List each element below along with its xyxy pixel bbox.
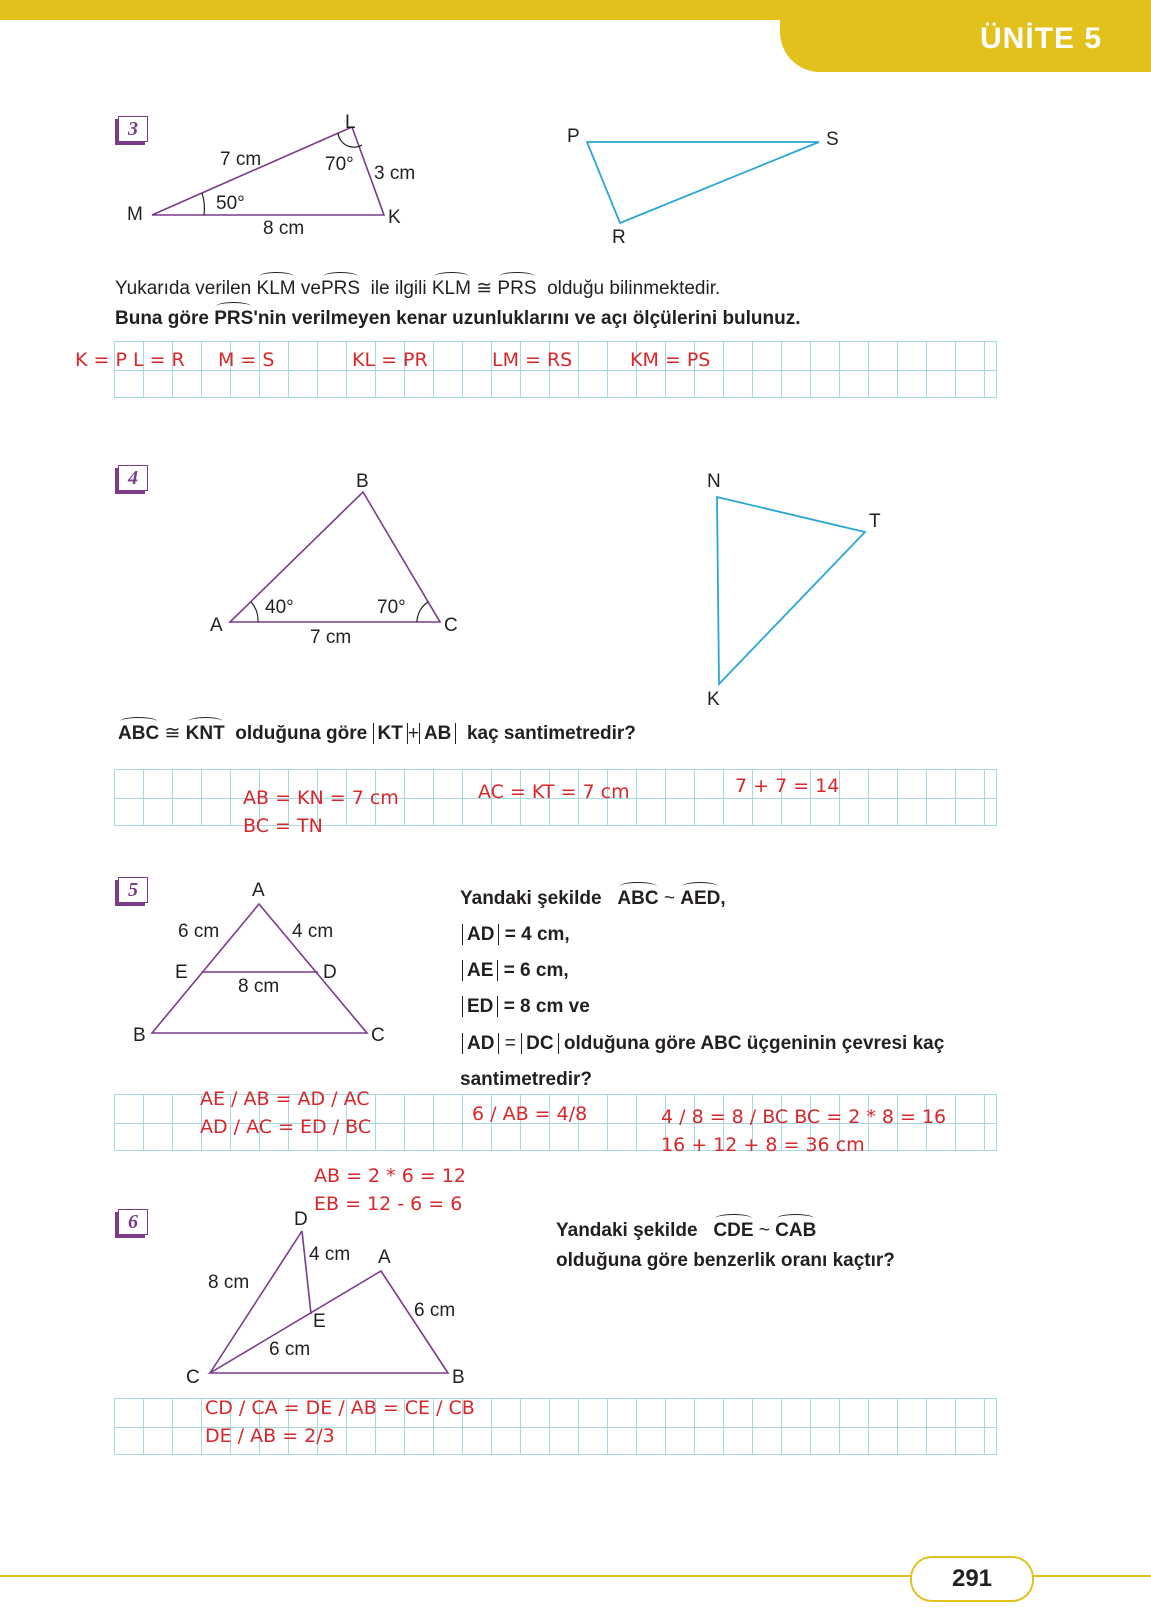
q5-answer-2: AD / AC = ED / BC bbox=[200, 1116, 372, 1138]
aed-symbol: AED bbox=[680, 888, 721, 909]
q3-answer-5: KM = PS bbox=[630, 349, 711, 371]
congruent-symbol-2: ≅ bbox=[164, 723, 181, 744]
angle-c: 70° bbox=[377, 597, 406, 618]
q3-triangle-prs bbox=[555, 120, 855, 250]
q4-answer-4: 7 + 7 = 14 bbox=[735, 775, 840, 797]
q6-triangles bbox=[180, 1205, 480, 1395]
vertex-c: C bbox=[444, 615, 458, 636]
ed-abs: ED bbox=[462, 996, 498, 1017]
vertex-b-5: B bbox=[133, 1025, 146, 1046]
q4-text-1: olduğuna göre bbox=[235, 723, 368, 744]
side-ad: 4 cm bbox=[292, 921, 334, 942]
ad-value: = 4 cm, bbox=[504, 924, 570, 945]
q5-comma: , bbox=[720, 888, 726, 909]
q5-text-1: Yandaki şekilde bbox=[460, 888, 602, 909]
q5-line1 bbox=[460, 888, 726, 910]
side-cd: 8 cm bbox=[208, 1272, 250, 1293]
ed-value: = 8 cm ve bbox=[503, 996, 590, 1017]
abc-symbol: ABC bbox=[118, 723, 160, 744]
side-ae: 6 cm bbox=[178, 921, 220, 942]
q3-ve: ve bbox=[300, 278, 321, 299]
q3-answer-1: K = P L = R bbox=[75, 349, 185, 371]
similar-symbol-2: ~ bbox=[758, 1220, 770, 1241]
vertex-b: B bbox=[356, 471, 369, 492]
vertex-c-6: C bbox=[186, 1367, 200, 1388]
question-number-5: 5 bbox=[118, 877, 148, 903]
question-number-6: 6 bbox=[118, 1209, 148, 1235]
ae-abs: AE bbox=[462, 960, 498, 981]
q4-answer-1: AB = KN = 7 cm bbox=[243, 787, 399, 809]
side-lk: 3 cm bbox=[374, 163, 416, 184]
q4-answer-3: AC = KT = 7 cm bbox=[478, 781, 630, 803]
page-number: 291 bbox=[951, 1565, 993, 1592]
prs-symbol-2: PRS bbox=[497, 278, 537, 299]
q6-text-1: Yandaki şekilde bbox=[556, 1220, 698, 1241]
q3-answer-3: KL = PR bbox=[352, 349, 428, 371]
ad-abs: AD bbox=[462, 924, 499, 945]
prs-symbol-3: PRS bbox=[214, 308, 254, 329]
vertex-b-6: B bbox=[452, 1367, 465, 1388]
q4-answer-2: BC = TN bbox=[243, 815, 323, 837]
vertex-m: M bbox=[127, 204, 143, 225]
vertex-e-5: E bbox=[175, 962, 188, 983]
q3-answer-2: M = S bbox=[218, 349, 275, 371]
q6-answer-1: CD / CA = DE / AB = CE / CB bbox=[205, 1397, 475, 1419]
congruent-symbol: ≅ bbox=[476, 278, 493, 299]
vertex-l: L bbox=[345, 112, 356, 133]
q3-triangle-klm bbox=[110, 100, 440, 250]
question-number-3: 3 bbox=[118, 116, 148, 142]
q6-line1 bbox=[556, 1220, 816, 1242]
q6-line2: olduğuna göre benzerlik oranı kaçtır? bbox=[556, 1250, 895, 1271]
q5-line6: santimetredir? bbox=[460, 1069, 592, 1090]
unit-title: ÜNİTE 5 bbox=[980, 22, 1103, 55]
q5-triangle-abc bbox=[125, 870, 405, 1050]
similar-symbol: ~ bbox=[663, 888, 675, 909]
side-de: 4 cm bbox=[309, 1244, 351, 1265]
q5-answer-7: EB = 12 - 6 = 6 bbox=[314, 1193, 463, 1215]
q5-line2 bbox=[462, 924, 570, 946]
vertex-t: T bbox=[869, 511, 881, 532]
side-ac: 7 cm bbox=[310, 627, 352, 648]
plus-sign: + bbox=[407, 723, 419, 744]
q5-answer-5: 16 + 12 + 8 = 36 cm bbox=[661, 1134, 865, 1156]
q4-triangle-knt bbox=[695, 465, 895, 715]
vertex-p: P bbox=[567, 126, 580, 147]
q5-answer-6: AB = 2 * 6 = 12 bbox=[314, 1165, 466, 1187]
q3-ile-ilgili: ile ilgili bbox=[370, 278, 427, 299]
q3-line2-end: 'nin verilmeyen kenar uzunluklarını ve açı ölçülerini bulunuz. bbox=[253, 308, 801, 329]
vertex-a-6: A bbox=[378, 1247, 391, 1268]
vertex-s: S bbox=[826, 129, 839, 150]
q5-answer-4: 4 / 8 = 8 / BC BC = 2 * 8 = 16 bbox=[661, 1106, 947, 1128]
q4-text-2: kaç santimetredir? bbox=[466, 723, 636, 744]
vertex-e-6: E bbox=[313, 1311, 326, 1332]
ae-value: = 6 cm, bbox=[503, 960, 569, 981]
vertex-k2: K bbox=[707, 689, 720, 710]
equals-sign: = bbox=[504, 1033, 516, 1054]
knt-symbol: KNT bbox=[185, 723, 225, 744]
angle-m: 50° bbox=[216, 193, 245, 214]
q3-line1-end: olduğu bilinmektedir. bbox=[547, 278, 721, 299]
q5-line4 bbox=[462, 996, 590, 1018]
kt-abs: KT bbox=[373, 723, 408, 744]
vertex-c-5: C bbox=[371, 1025, 385, 1046]
vertex-a-5: A bbox=[252, 880, 265, 901]
vertex-a: A bbox=[210, 615, 223, 636]
angle-l: 70° bbox=[325, 154, 354, 175]
angle-a: 40° bbox=[265, 597, 294, 618]
q5-line3 bbox=[462, 960, 569, 982]
q3-line1 bbox=[115, 277, 720, 300]
klm-symbol: KLM bbox=[256, 278, 296, 299]
q3-line1-text: Yukarıda verilen bbox=[115, 278, 252, 299]
question-number-4: 4 bbox=[118, 465, 148, 491]
q5-line5 bbox=[462, 1033, 944, 1055]
vertex-r: R bbox=[612, 227, 626, 248]
prs-symbol: PRS bbox=[320, 278, 361, 299]
q3-line2 bbox=[115, 308, 801, 330]
side-ed: 8 cm bbox=[238, 976, 280, 997]
vertex-n: N bbox=[707, 471, 721, 492]
q3-line2-text: Buna göre bbox=[115, 308, 209, 329]
vertex-d-5: D bbox=[323, 962, 337, 983]
q5-answer-3: 6 / AB = 4/8 bbox=[472, 1103, 588, 1125]
q4-triangle-abc bbox=[200, 465, 480, 655]
side-ml: 7 cm bbox=[220, 149, 262, 170]
q6-answer-2: DE / AB = 2/3 bbox=[205, 1425, 335, 1447]
side-ab-6: 6 cm bbox=[414, 1300, 456, 1321]
vertex-k: K bbox=[388, 207, 401, 228]
ad-abs-2: AD bbox=[462, 1033, 499, 1054]
q3-answer-4: LM = RS bbox=[492, 349, 573, 371]
klm-symbol-2: KLM bbox=[431, 278, 471, 299]
q5-text-5: olduğuna göre ABC üçgeninin çevresi kaç bbox=[563, 1033, 945, 1054]
cab-symbol: CAB bbox=[775, 1220, 817, 1241]
ab-abs: AB bbox=[419, 723, 456, 744]
dc-abs: DC bbox=[521, 1033, 558, 1054]
abc-symbol-5: ABC bbox=[617, 888, 659, 909]
side-ce: 6 cm bbox=[269, 1339, 311, 1360]
cde-symbol: CDE bbox=[713, 1220, 754, 1241]
vertex-d-6: D bbox=[294, 1209, 308, 1230]
q4-question bbox=[118, 722, 636, 745]
q5-answer-1: AE / AB = AD / AC bbox=[200, 1088, 370, 1110]
side-mk: 8 cm bbox=[263, 218, 305, 239]
